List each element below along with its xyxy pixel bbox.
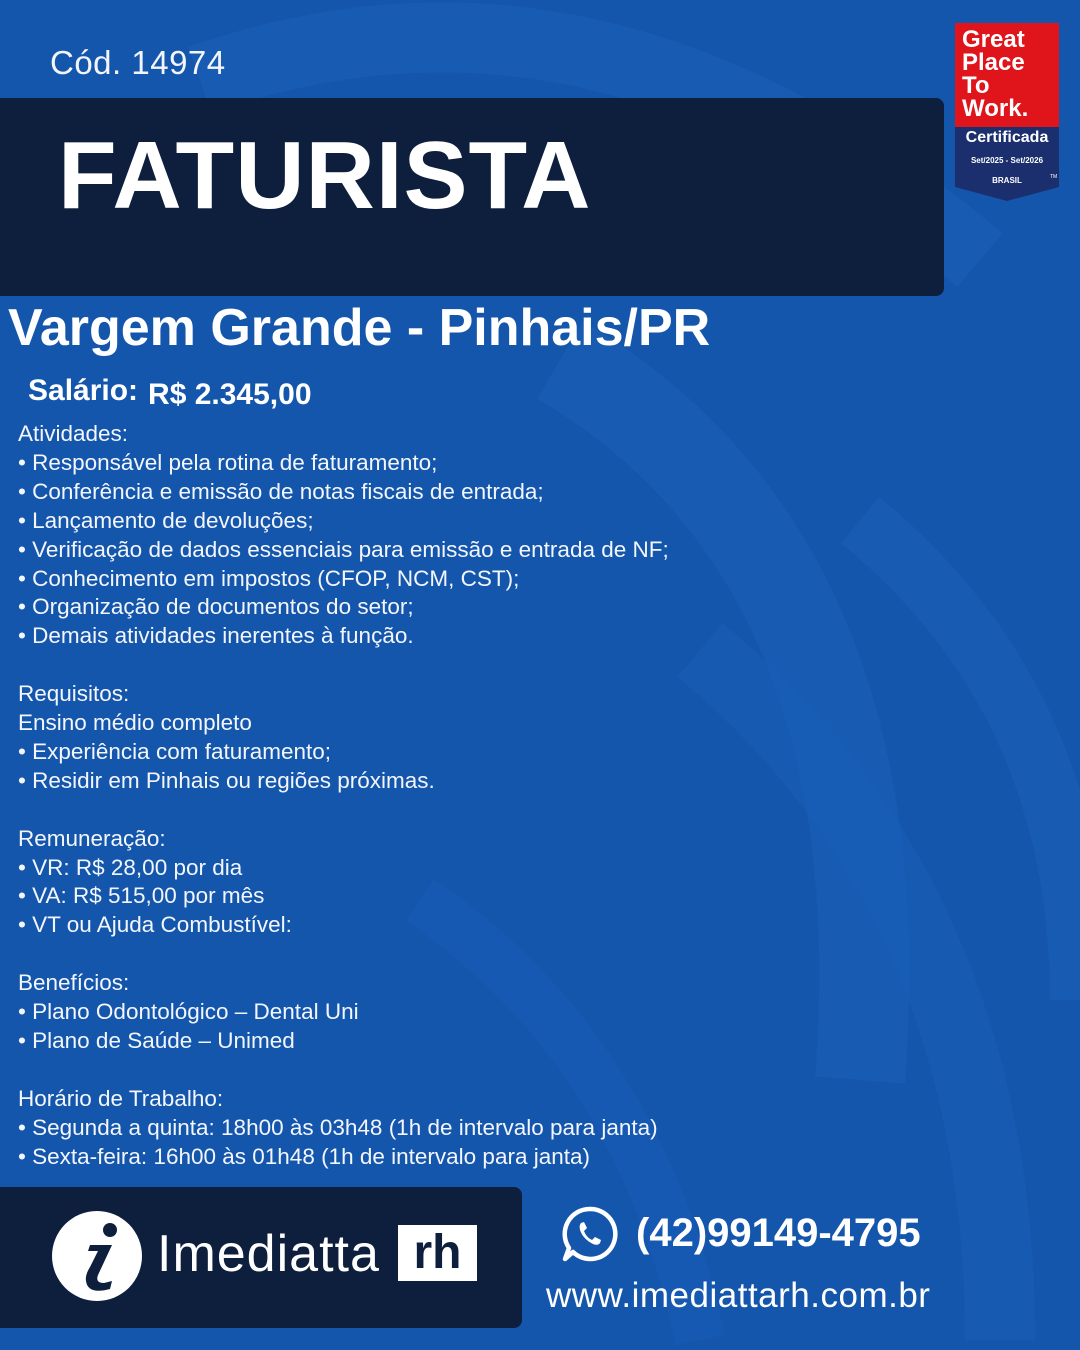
- list-item: • Responsável pela rotina de faturamento;: [18, 449, 438, 475]
- list-item: • Sexta-feira: 16h00 às 01h48 (1h de intervalo para janta): [18, 1143, 590, 1169]
- list-item: • Conferência e emissão de notas fiscais de entrada;: [18, 478, 544, 504]
- list-item: • Verificação de dados essenciais para emissão e entrada de NF;: [18, 536, 669, 562]
- list-item: • Segunda a quinta: 18h00 às 03h48 (1h de intervalo para janta): [18, 1114, 658, 1140]
- section-heading-beneficios: Benefícios:: [18, 970, 130, 996]
- phone-number[interactable]: (42)99149-4795: [636, 1211, 921, 1255]
- list-item: • VT ou Ajuda Combustível:: [18, 912, 292, 938]
- salary: [28, 374, 312, 411]
- badge-country: BRASIL: [992, 176, 1022, 185]
- list-item: • VR: R$ 28,00 por dia: [18, 854, 243, 880]
- logo-rh-mark: rh: [398, 1225, 477, 1281]
- great-place-to-work-badge: [955, 23, 1059, 201]
- job-title: FATURISTA: [58, 122, 592, 229]
- list-item: Ensino médio completo: [18, 710, 252, 736]
- section-heading-horario: Horário de Trabalho:: [18, 1085, 224, 1111]
- job-location: Vargem Grande - Pinhais/PR: [8, 299, 711, 357]
- badge-dates: Set/2025 - Set/2026: [970, 156, 1044, 165]
- list-item: • Plano de Saúde – Unimed: [18, 1027, 295, 1053]
- list-item: • Plano Odontológico – Dental Uni: [18, 999, 359, 1025]
- badge-logo: Great Place To Work.: [955, 23, 1059, 127]
- logo-wordmark: Imediatta: [157, 1225, 380, 1283]
- list-item: • VA: R$ 515,00 por mês: [18, 883, 265, 909]
- list-item: • Organização de documentos do setor;: [18, 594, 414, 620]
- badge-certified: Certificada: [965, 129, 1049, 146]
- job-description: [18, 420, 758, 1172]
- section-heading-requisitos: Requisitos:: [18, 681, 130, 707]
- list-item: • Demais atividades inerentes à função.: [18, 623, 414, 649]
- section-heading-remuneracao: Remuneração:: [18, 825, 166, 851]
- salary-value: R$ 2.345,00: [148, 378, 312, 411]
- list-item: • Lançamento de devoluções;: [18, 507, 314, 533]
- imediatta-logo-icon: [52, 1211, 142, 1301]
- list-item: • Conhecimento em impostos (CFOP, NCM, CST);: [18, 565, 520, 591]
- list-item: • Experiência com faturamento;: [18, 738, 332, 764]
- section-heading-atividades: Atividades:: [18, 421, 129, 446]
- website-link[interactable]: www.imediattarh.com.br: [546, 1276, 931, 1315]
- list-item: • Residir em Pinhais ou regiões próximas.: [18, 767, 435, 793]
- salary-label: Salário:: [28, 374, 139, 407]
- whatsapp-icon: [561, 1205, 619, 1263]
- job-code: Cód. 14974: [50, 44, 226, 81]
- badge-trademark: TM: [1050, 174, 1058, 180]
